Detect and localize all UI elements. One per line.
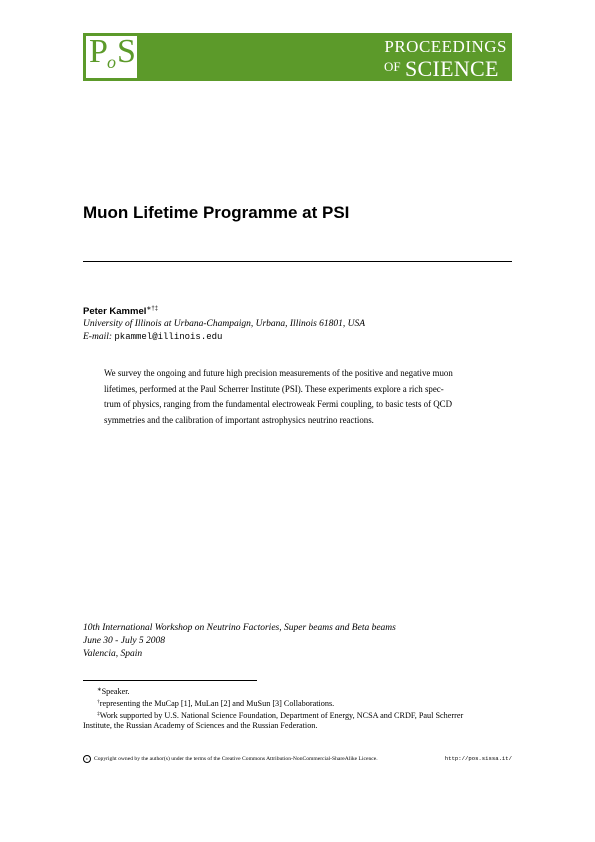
- abstract-line: We survey the ongoing and future high precision measurements of the positive and negative muon: [104, 368, 453, 378]
- paper-title: Muon Lifetime Programme at PSI: [83, 203, 350, 222]
- author-marks: ∗†‡: [146, 306, 159, 312]
- abstract-line: lifetimes, performed at the Paul Scherrer Institute (PSI). These experiments explore a rich spec-: [104, 383, 444, 394]
- conference-location: Valencia, Spain: [83, 649, 143, 659]
- abstract-line: trum of physics, ranging from the fundamental electroweak Fermi coupling, to basic tests of QCD: [104, 399, 453, 409]
- conference-info: [83, 622, 396, 661]
- abstract-line: symmetries and the calibration of important astrophysics neutrino reactions.: [104, 414, 374, 425]
- footnote-mark: ‡: [97, 711, 100, 717]
- pos-logo-o: o: [107, 52, 116, 72]
- author-name: Peter Kammel: [83, 306, 147, 317]
- footnote-continuation: Institute, the Russian Academy of Sciences and the Russian Federation.: [83, 721, 318, 730]
- footnote-text: Work supported by U.S. National Science Foundation, Department of Energy, NCSA and CRDF, Paul Scherrer: [99, 711, 464, 720]
- affiliation: University of Illinois at Urbana-Champaign, Urbana, Illinois 61801, USA: [83, 319, 366, 329]
- publisher-proceedings: PROCEEDINGS: [384, 37, 507, 56]
- copyright-text: Copyright owned by the author(s) under the terms of the Creative Commons Attribution-NonCommercial-ShareAlike Licence.: [94, 756, 378, 762]
- pos-logo-s: S: [117, 33, 136, 70]
- footnote-text: Speaker.: [101, 687, 130, 696]
- footnote-rule: [83, 680, 257, 681]
- footnote-mark: †: [97, 699, 100, 705]
- publisher-of: OF: [384, 59, 401, 74]
- copyright-notice: [83, 755, 378, 763]
- email-line: [83, 332, 222, 342]
- conference-name: 10th International Workshop on Neutrino Factories, Super beams and Beta beams: [83, 623, 396, 633]
- copyright-icon: c: [83, 755, 91, 763]
- email-label: E-mail:: [83, 332, 113, 342]
- pos-logo-p: P: [89, 33, 108, 70]
- pos-url-link[interactable]: http://pos.sissa.it/: [444, 755, 512, 762]
- title-rule: [83, 261, 512, 262]
- email-link[interactable]: pkammel@illinois.edu: [114, 332, 223, 342]
- footnote-mark: ∗: [97, 687, 102, 693]
- footnote-text: representing the MuCap [1], MuLan [2] and MuSun [3] Collaborations.: [99, 699, 335, 708]
- author: [83, 305, 158, 317]
- conference-dates: June 30 - July 5 2008: [83, 636, 166, 646]
- publisher-science: SCIENCE: [405, 56, 499, 81]
- abstract: [104, 366, 492, 428]
